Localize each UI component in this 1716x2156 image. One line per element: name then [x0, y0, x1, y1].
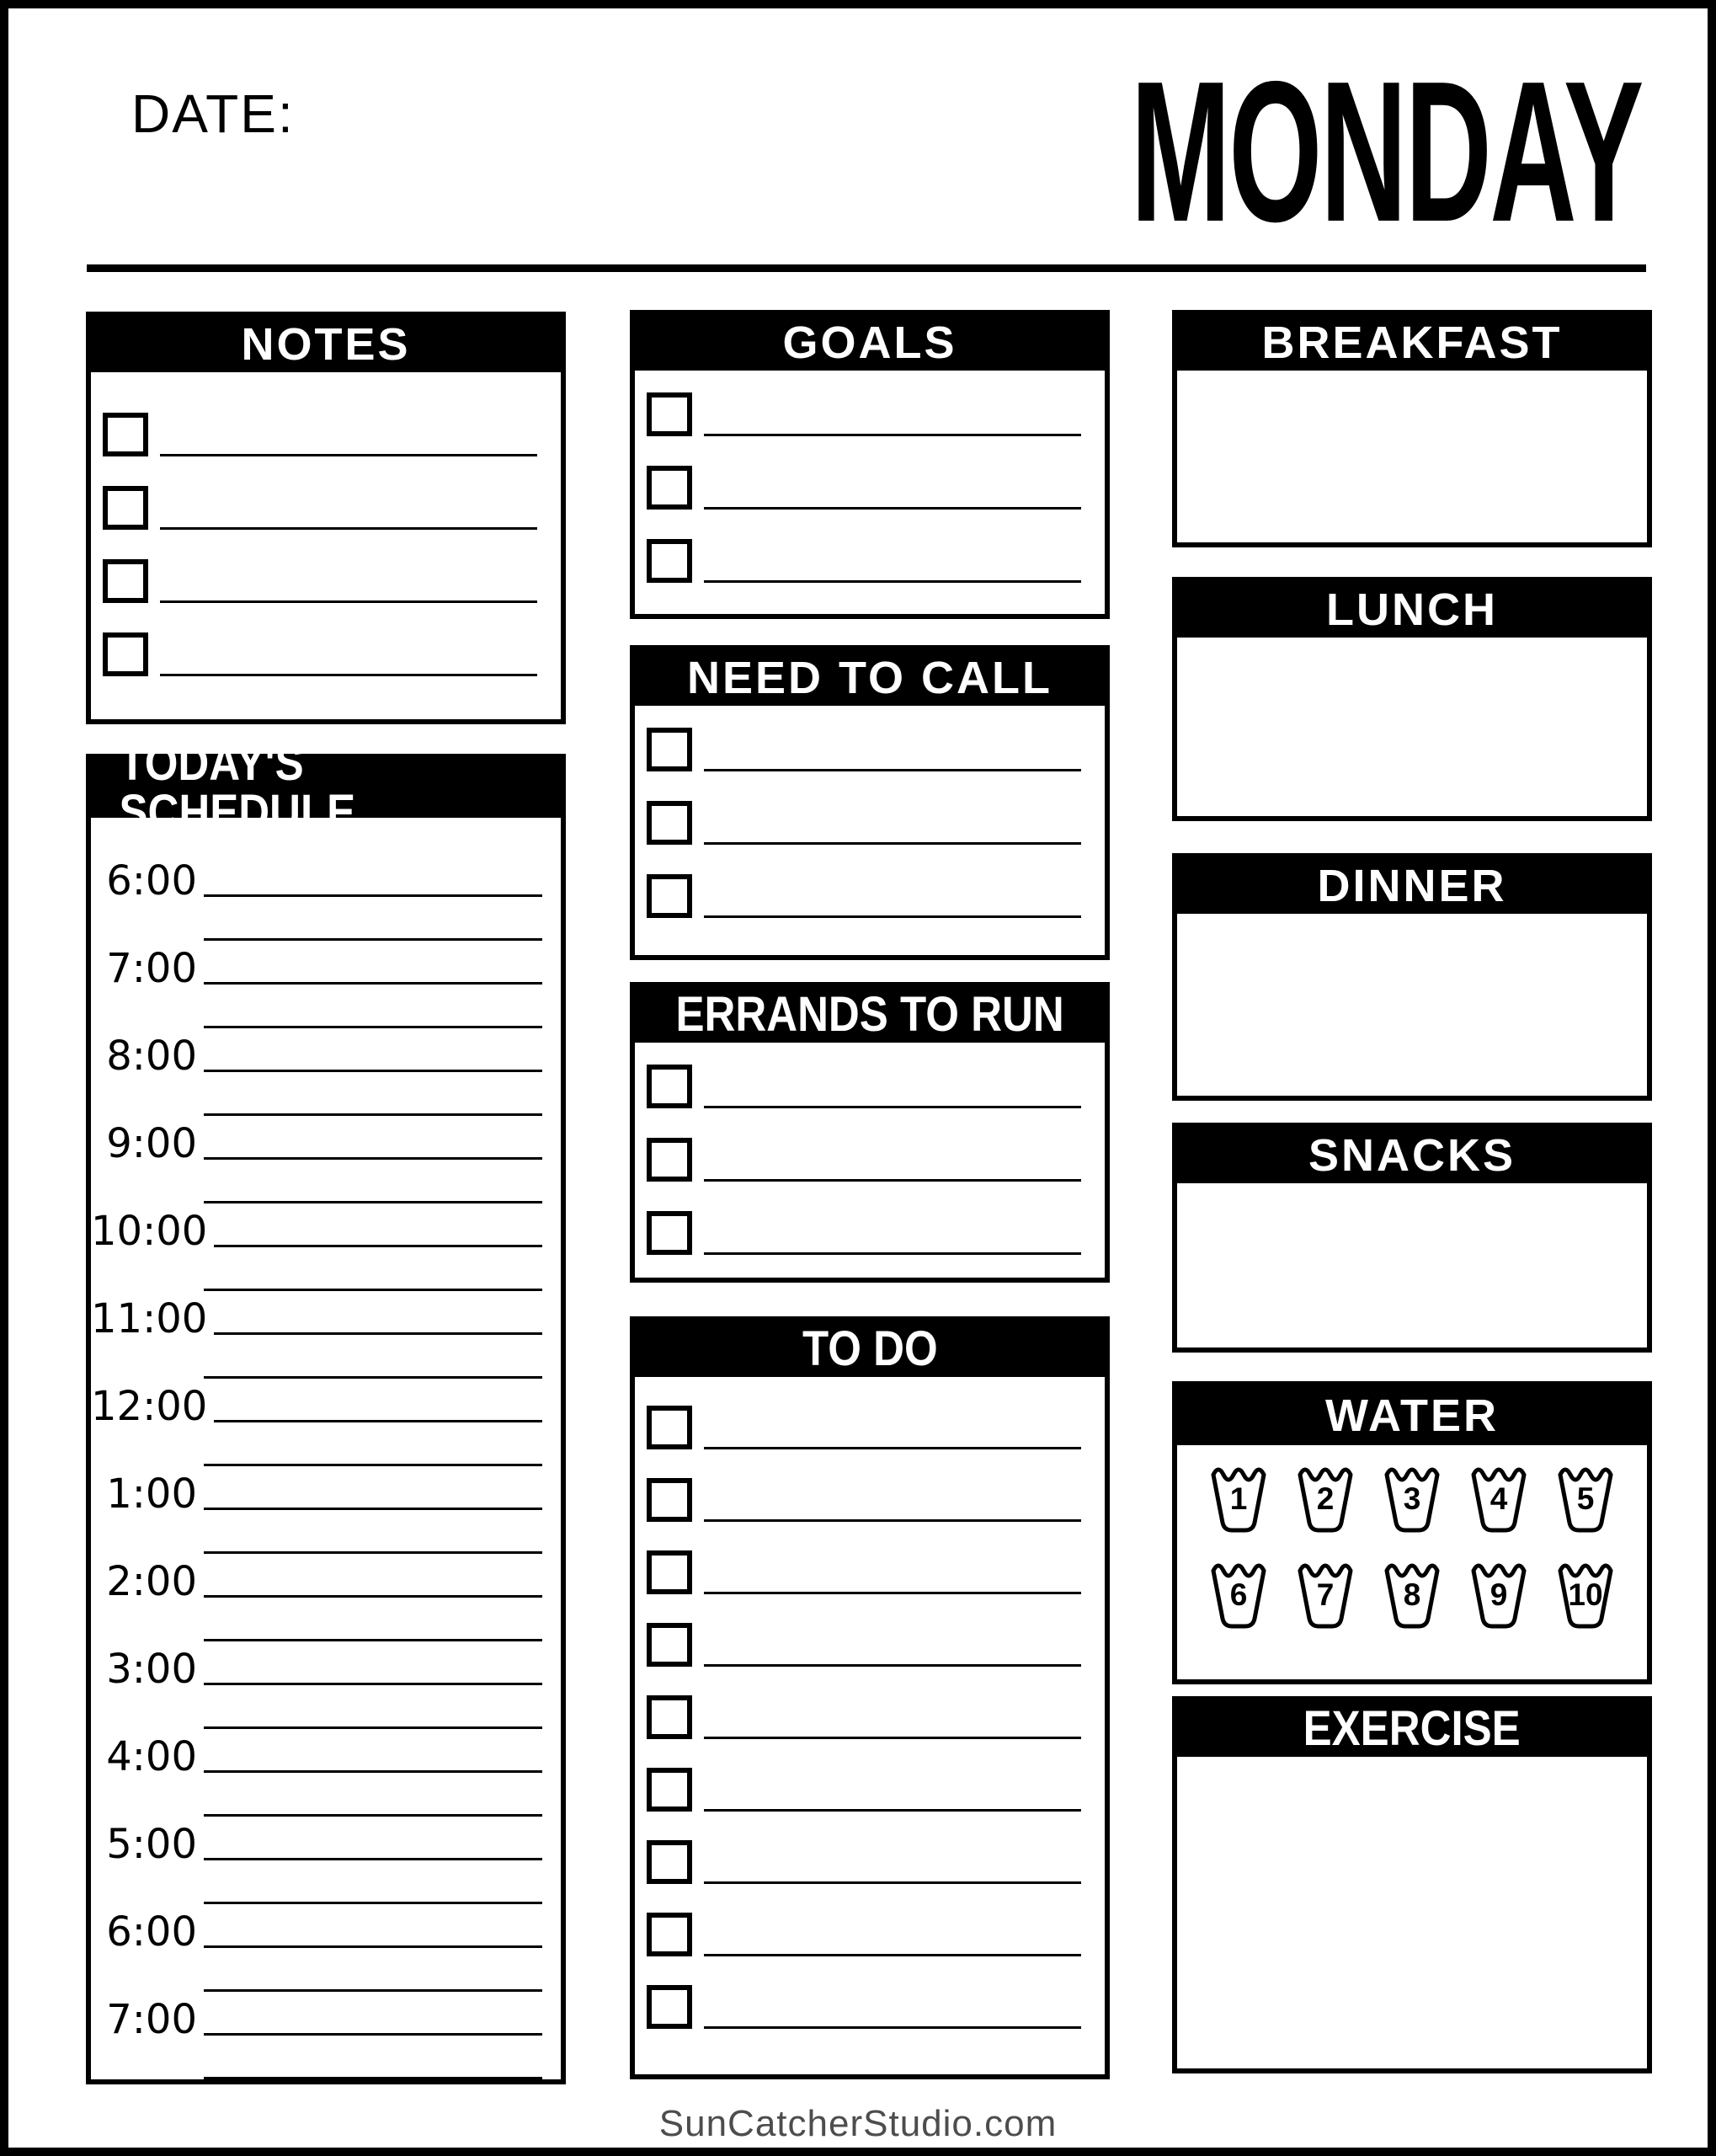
water-cup[interactable]: [1383, 1460, 1442, 1534]
todo-section: [630, 1316, 1110, 2079]
schedule-body: [91, 818, 561, 2079]
writing-line[interactable]: [704, 1519, 1081, 1522]
exercise-entry-area[interactable]: [1177, 1757, 1647, 2124]
schedule-writing-line[interactable]: [204, 1070, 542, 1072]
exercise-header: [1177, 1701, 1647, 1757]
schedule-writing-line[interactable]: [204, 1726, 542, 1729]
call-row: [635, 728, 1105, 771]
writing-line[interactable]: [704, 580, 1081, 583]
schedule-writing-line[interactable]: [214, 1332, 542, 1335]
notes-section: [86, 312, 566, 724]
todo-title: TO DO: [802, 1321, 938, 1376]
schedule-writing-line[interactable]: [204, 2033, 542, 2036]
dinner-entry-area[interactable]: [1177, 914, 1647, 1151]
todo-row: [635, 1478, 1105, 1522]
checkbox[interactable]: [647, 1623, 692, 1667]
need-to-call-title: NEED TO CALL: [686, 653, 1053, 703]
schedule-writing-line[interactable]: [204, 1595, 542, 1598]
todo-row: [635, 1695, 1105, 1739]
water-cup[interactable]: [1296, 1460, 1355, 1534]
errands-title: ERRANDS TO RUN: [675, 987, 1064, 1042]
schedule-writing-line[interactable]: [204, 1551, 542, 1554]
cup-number: 8: [1403, 1577, 1421, 1612]
writing-line[interactable]: [704, 1881, 1081, 1884]
goals-row: [635, 392, 1105, 436]
writing-line[interactable]: [704, 915, 1081, 918]
time-label: 3:00: [106, 1646, 197, 1693]
schedule-writing-line[interactable]: [204, 1858, 542, 1860]
errands-section: [630, 982, 1110, 1283]
todo-row: [635, 1550, 1105, 1594]
checkbox[interactable]: [103, 413, 148, 456]
schedule-writing-line[interactable]: [204, 1376, 542, 1379]
schedule-row: [91, 1291, 542, 1342]
call-row: [635, 874, 1105, 918]
water-section: [1172, 1381, 1652, 1684]
date-label: DATE:: [131, 83, 295, 144]
schedule-writing-line[interactable]: [204, 1201, 542, 1203]
checkbox[interactable]: [647, 1406, 692, 1449]
schedule-title: TODAY'S SCHEDULE: [119, 736, 356, 840]
checkbox[interactable]: [103, 486, 148, 530]
goals-section: [630, 310, 1110, 619]
errands-row: [635, 1065, 1105, 1108]
lunch-section: [1172, 577, 1652, 821]
water-cup[interactable]: [1209, 1460, 1268, 1534]
checkbox[interactable]: [647, 1985, 692, 2029]
breakfast-title: BREAKFAST: [1261, 318, 1563, 368]
need-to-call-section: [630, 645, 1110, 960]
call-row: [635, 801, 1105, 845]
schedule-writing-line[interactable]: [204, 894, 542, 897]
water-cup-row: [1177, 1460, 1647, 1534]
writing-line[interactable]: [704, 769, 1081, 771]
writing-line[interactable]: [160, 527, 537, 530]
writing-line[interactable]: [160, 674, 537, 676]
writing-line[interactable]: [704, 1447, 1081, 1449]
writing-line[interactable]: [704, 1954, 1081, 1956]
need-to-call-header: [635, 650, 1105, 706]
snacks-title: SNACKS: [1308, 1130, 1516, 1181]
notes-row: [91, 559, 561, 603]
todo-row: [635, 1985, 1105, 2029]
checkbox[interactable]: [647, 1211, 692, 1255]
checkbox[interactable]: [647, 1138, 692, 1182]
schedule-row: [91, 1203, 542, 1255]
time-label: 7:00: [106, 945, 197, 992]
schedule-writing-line[interactable]: [204, 1508, 542, 1510]
time-label: 9:00: [106, 1120, 197, 1167]
schedule-writing-line[interactable]: [204, 1770, 542, 1773]
writing-line[interactable]: [704, 434, 1081, 436]
checkbox[interactable]: [647, 1695, 692, 1739]
breakfast-header: [1177, 315, 1647, 371]
checkbox[interactable]: [647, 728, 692, 771]
writing-line[interactable]: [704, 1179, 1081, 1182]
water-cup[interactable]: [1469, 1556, 1528, 1630]
writing-line[interactable]: [704, 507, 1081, 510]
writing-line[interactable]: [704, 1737, 1081, 1739]
cup-number: 3: [1403, 1481, 1421, 1516]
water-cup[interactable]: [1296, 1556, 1355, 1630]
schedule-writing-line[interactable]: [204, 1683, 542, 1685]
schedule-writing-line[interactable]: [204, 1289, 542, 1291]
time-label: 6:00: [106, 857, 197, 905]
goals-row: [635, 466, 1105, 510]
checkbox[interactable]: [647, 1478, 692, 1522]
dinner-title: DINNER: [1317, 861, 1507, 911]
checkbox[interactable]: [647, 1913, 692, 1956]
cup-number: 4: [1490, 1481, 1508, 1516]
cup-number: 5: [1576, 1481, 1595, 1516]
schedule-row: [91, 1817, 542, 1868]
schedule-writing-line[interactable]: [204, 938, 542, 941]
schedule-section: [86, 736, 566, 2084]
schedule-writing-line[interactable]: [204, 1639, 542, 1641]
checkbox[interactable]: [647, 874, 692, 918]
schedule-writing-line[interactable]: [214, 1420, 542, 1422]
writing-line[interactable]: [704, 2026, 1081, 2029]
cup-number: 7: [1316, 1577, 1335, 1612]
schedule-row: [91, 853, 542, 905]
schedule-row: [91, 1641, 542, 1693]
time-label: 12:00: [91, 1383, 208, 1430]
schedule-header: [91, 736, 561, 840]
todo-row: [635, 1768, 1105, 1812]
cup-number: 2: [1316, 1481, 1335, 1516]
goals-header: [635, 315, 1105, 371]
cup-number: 1: [1229, 1481, 1248, 1516]
writing-line[interactable]: [704, 1252, 1081, 1255]
footer-credit: SunCatcherStudio.com: [658, 2103, 1058, 2144]
checkbox[interactable]: [103, 632, 148, 676]
day-title: MONDAY: [1130, 40, 1642, 264]
schedule-writing-line[interactable]: [204, 1026, 542, 1028]
schedule-row: [91, 1729, 542, 1780]
snacks-header: [1177, 1128, 1647, 1183]
checkbox[interactable]: [647, 539, 692, 583]
time-label: 11:00: [91, 1295, 208, 1342]
checkbox[interactable]: [103, 559, 148, 603]
writing-line[interactable]: [704, 842, 1081, 845]
schedule-writing-line[interactable]: [204, 1464, 542, 1466]
schedule-writing-line[interactable]: [204, 982, 542, 985]
water-cup[interactable]: [1556, 1460, 1615, 1534]
goals-row: [635, 539, 1105, 583]
notes-header: [91, 317, 561, 372]
lunch-title: LUNCH: [1326, 584, 1498, 635]
cup-number: 10: [1568, 1577, 1603, 1612]
breakfast-section: [1172, 310, 1652, 547]
errands-row: [635, 1138, 1105, 1182]
writing-line[interactable]: [704, 1809, 1081, 1812]
header-divider: [87, 264, 1646, 272]
water-cup[interactable]: [1383, 1556, 1442, 1630]
notes-row: [91, 486, 561, 530]
todo-row: [635, 1406, 1105, 1449]
water-header: [1177, 1386, 1647, 1445]
time-label: 2:00: [106, 1558, 197, 1605]
schedule-row: [91, 1116, 542, 1167]
schedule-row: [91, 1904, 542, 1956]
checkbox[interactable]: [647, 1840, 692, 1884]
checkbox[interactable]: [647, 801, 692, 845]
time-label: 1:00: [106, 1470, 197, 1518]
schedule-row: [91, 941, 542, 992]
todo-header: [635, 1321, 1105, 1377]
lunch-entry-area[interactable]: [1177, 638, 1647, 872]
checkbox[interactable]: [647, 466, 692, 510]
errands-row: [635, 1211, 1105, 1255]
notes-row: [91, 413, 561, 456]
exercise-title: EXERCISE: [1303, 1701, 1521, 1756]
schedule-row: [91, 1379, 542, 1430]
writing-line[interactable]: [704, 1592, 1081, 1594]
writing-line[interactable]: [704, 1664, 1081, 1667]
time-label: 7:00: [106, 1996, 197, 2043]
snacks-section: [1172, 1123, 1652, 1353]
time-label: 4:00: [106, 1733, 197, 1780]
lunch-header: [1177, 582, 1647, 638]
writing-line[interactable]: [160, 454, 537, 456]
checkbox[interactable]: [647, 1065, 692, 1108]
schedule-writing-line[interactable]: [204, 1945, 542, 1948]
cup-number: 6: [1229, 1577, 1248, 1612]
goals-title: GOALS: [782, 318, 957, 368]
writing-line[interactable]: [160, 600, 537, 603]
notes-row: [91, 632, 561, 676]
water-cup[interactable]: [1209, 1556, 1268, 1630]
schedule-writing-line[interactable]: [204, 1989, 542, 1992]
water-cup[interactable]: [1469, 1460, 1528, 1534]
water-cup-row: [1177, 1556, 1647, 1630]
schedule-writing-line[interactable]: [204, 1814, 542, 1817]
checkbox[interactable]: [647, 1768, 692, 1812]
schedule-row: [91, 1466, 542, 1518]
todo-row: [635, 1840, 1105, 1884]
exercise-section: [1172, 1696, 1652, 2073]
time-label: 5:00: [106, 1821, 197, 1868]
checkbox[interactable]: [647, 1550, 692, 1594]
schedule-row: [91, 1992, 542, 2043]
schedule-writing-line[interactable]: [204, 1902, 542, 1904]
errands-header: [635, 987, 1105, 1043]
schedule-row: [91, 1028, 542, 1080]
water-title: WATER: [1325, 1390, 1499, 1441]
water-cup[interactable]: [1556, 1556, 1615, 1630]
todo-row: [635, 1623, 1105, 1667]
schedule-writing-line[interactable]: [204, 1157, 542, 1160]
cup-number: 9: [1490, 1577, 1508, 1612]
breakfast-entry-area[interactable]: [1177, 371, 1647, 598]
dinner-section: [1172, 853, 1652, 1101]
writing-line[interactable]: [704, 1106, 1081, 1108]
checkbox[interactable]: [647, 392, 692, 436]
schedule-writing-line[interactable]: [204, 2077, 542, 2079]
schedule-row: [91, 1554, 542, 1605]
todo-row: [635, 1913, 1105, 1956]
time-label: 10:00: [91, 1208, 208, 1255]
dinner-header: [1177, 858, 1647, 914]
snacks-entry-area[interactable]: [1177, 1183, 1647, 1403]
schedule-writing-line[interactable]: [214, 1245, 542, 1247]
notes-title: NOTES: [241, 319, 411, 370]
schedule-writing-line[interactable]: [204, 1113, 542, 1116]
time-label: 8:00: [106, 1033, 197, 1080]
time-label: 6:00: [106, 1908, 197, 1956]
